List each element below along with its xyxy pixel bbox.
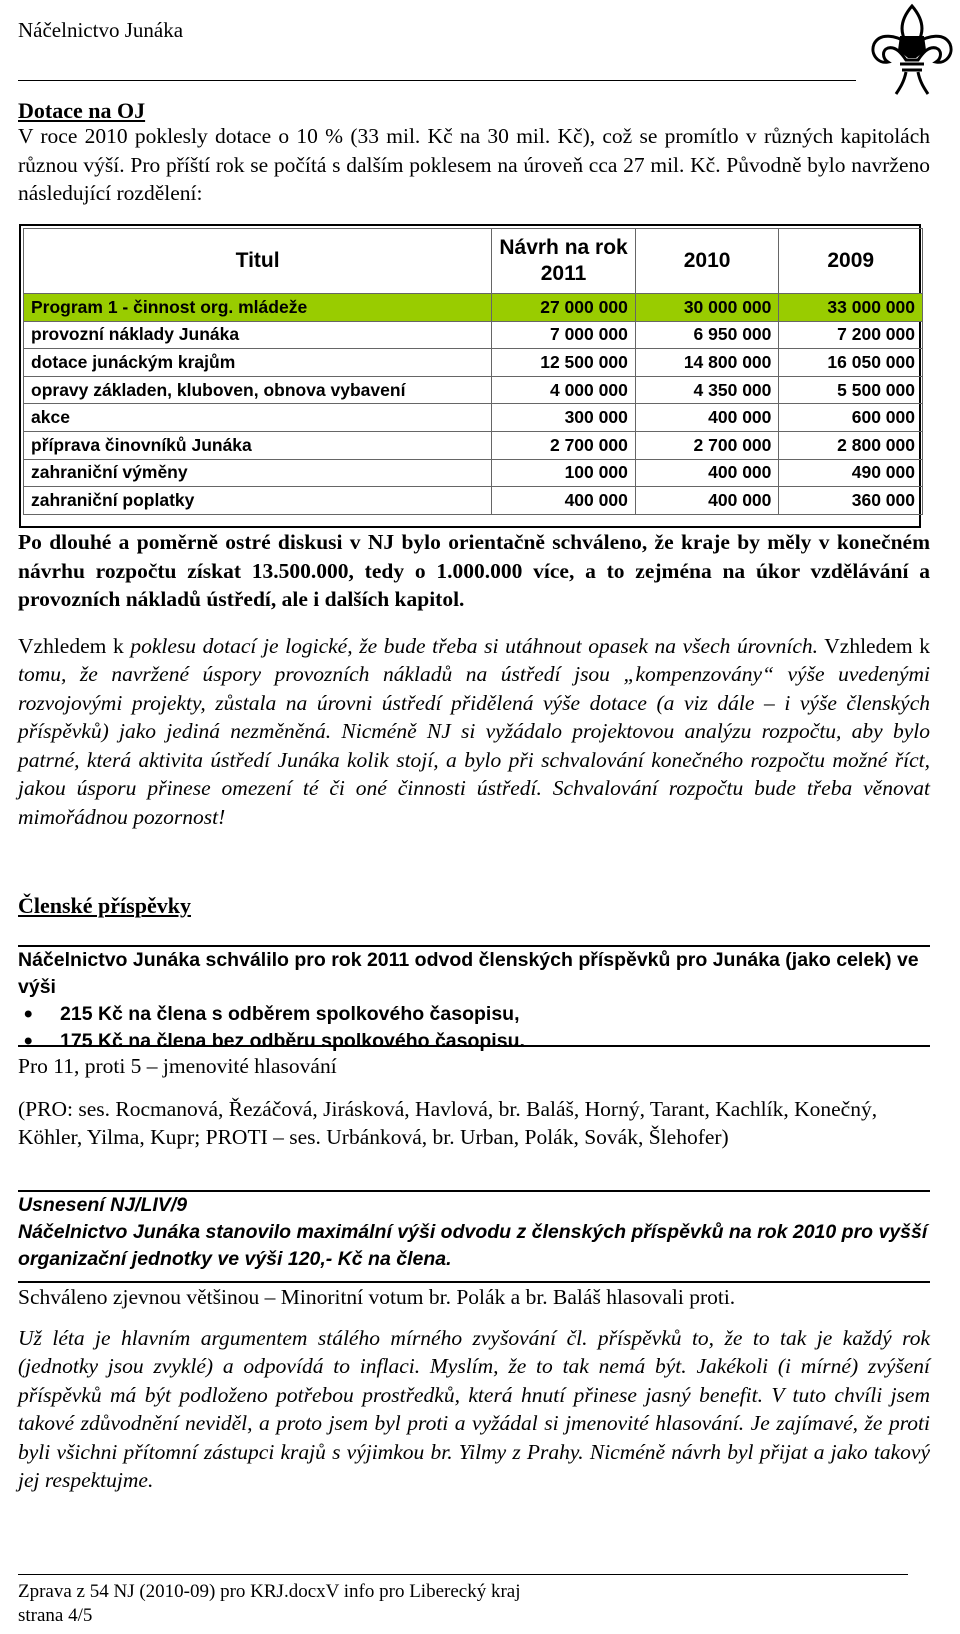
table-row <box>24 459 923 487</box>
table-cell-value: 4 350 000 <box>635 376 779 404</box>
table-cell-title: opravy základen, kluboven, obnova vybavení <box>24 376 492 404</box>
budget-table <box>23 228 923 515</box>
section-clenske <box>18 893 930 919</box>
comment-2: Už léta je hlavním argumentem stálého mírného zvyšování čl. příspěvků to, že to tak je každý rok (jednotky jsou zvyklé) a odpovídá to inflaci. Myslím, že to tak nemá být. Jakékoli (i mírné) zvýšení příspěvků má být podloženo potřebou prostředků, která hnutí přinese jasný benefit. V tuto chvíli jsem takové zdůvodnění neviděl, a proto jsem byl proti a vyžádal si jmenovité hlasování. Je zajímavé, že proti byli všichni přítomní zástupci krajů s výjimkou br. Yilmy z Prahy. Nicméně návrh byl přijat a jako takový jej respektujme. <box>18 1325 930 1492</box>
comment-1-italic2: tomu, že navržené úspory provozních nákladů na ústředí jsou „kompenzovány“ výše uvedenými rozvojovými projekty, zůstala na úrovni ústředí přidělená výše dotace (a viz dále – i výše členských příspěvků) jako jediná nezměněná. Nicméně NJ si vyžádalo projektovou analýzu rozpočtu, aby bylo patrné, která aktivita ústředí Junáka kolik stojí, a bylo při schvalování konečného rozpočtu možné říct, jakou úsporu přinese omezení té či oné činnosti ústředí. Schvalování rozpočtu bude třeba věnovat mimořádnou pozornost! <box>18 662 930 829</box>
decision-text: Po dlouhé a poměrně ostré diskusi v NJ bylo orientačně schváleno, že kraje by měly v konečném návrhu rozpočtu získat 13.500.000, tedy o 1.000.000 více, a to zejména na úkor vzdělávání a provozních nákladů ústředí, ale i dalších kapitol. <box>18 530 930 611</box>
table-cell-value: 7 200 000 <box>779 321 923 349</box>
usneseni-title: Usnesení NJ/LIV/9 <box>18 1194 188 1216</box>
section-vote <box>18 1052 930 1152</box>
table-cell-title: provozní náklady Junáka <box>24 321 492 349</box>
comment-1-prefix2: Vzhledem k <box>824 633 930 658</box>
footer-filename: Zprava z 54 NJ (2010-09) pro KRJ.docxV info pro Liberecký kraj <box>18 1581 521 1602</box>
table-cell-title: příprava činovníků Junáka <box>24 431 492 459</box>
page-footer <box>18 1580 521 1628</box>
section-usneseni-result <box>18 1283 930 1495</box>
header-title: Náčelnictvo Junáka <box>18 18 184 42</box>
dotace-intro: V roce 2010 poklesly dotace o 10 % (33 mil. Kč na 30 mil. Kč), což se promítlo v různých kapitolách různou výší. Pro příští rok se počítá s dalším poklesem na úroveň cca 27 mil. Kč. Původně bylo navrženo následující rozdělení: <box>18 124 930 205</box>
section-after-table <box>18 528 930 831</box>
bullet-item: • 175 Kč na člena bez odběru spolkového časopisu. <box>18 1028 930 1055</box>
table-cell-value: 6 950 000 <box>635 321 779 349</box>
usneseni-text: Náčelnictvo Junáka stanovilo maximální výši odvodu z členských příspěvků na rok 2010 pro vyšší organizační jednotky ve výši 120,- Kč na člena. <box>18 1221 928 1270</box>
table-cell-value: 12 500 000 <box>492 349 636 377</box>
table-cell-value: 490 000 <box>779 459 923 487</box>
footer-page-number: strana 4/5 <box>18 1605 93 1626</box>
bullet-item: • 215 Kč na člena s odběrem spolkového časopisu, <box>18 1001 930 1028</box>
table-cell-value: 27 000 000 <box>492 294 636 322</box>
vote-result: Pro 11, proti 5 – jmenovité hlasování <box>18 1054 337 1078</box>
table-header-cell: 2010 <box>635 229 779 294</box>
table-row <box>24 404 923 432</box>
table-row <box>24 321 923 349</box>
table-cell-value: 2 700 000 <box>635 431 779 459</box>
usneseni-box <box>18 1190 930 1283</box>
table-cell-value: 14 800 000 <box>635 349 779 377</box>
table-cell-title: akce <box>24 404 492 432</box>
membership-decision-box <box>18 945 930 1052</box>
table-cell-value: 5 500 000 <box>779 376 923 404</box>
table-row <box>24 431 923 459</box>
budget-table-frame <box>19 224 921 528</box>
comment-1 <box>18 632 930 832</box>
table-cell-title: dotace junáckým krajům <box>24 349 492 377</box>
table-row <box>24 294 923 322</box>
box-intro: Náčelnictvo Junáka schválilo pro rok 2011 odvod členských příspěvků pro Junáka (jako celek) ve výši <box>18 949 919 998</box>
footer-divider <box>18 1574 908 1575</box>
table-cell-value: 360 000 <box>779 487 923 515</box>
fleur-de-lis-logo-icon <box>866 2 958 98</box>
table-cell-value: 400 000 <box>635 487 779 515</box>
usneseni-result: Schváleno zjevnou většinou – Minoritní votum br. Polák a br. Baláš hlasovali proti. <box>18 1285 736 1309</box>
table-cell-value: 600 000 <box>779 404 923 432</box>
section-dotace <box>18 98 930 208</box>
table-cell-title: Program 1 - činnost org. mládeže <box>24 294 492 322</box>
table-row <box>24 487 923 515</box>
heading-dotace: Dotace na OJ <box>18 98 146 123</box>
table-cell-title: zahraniční poplatky <box>24 487 492 515</box>
heading-clenske: Členské příspěvky <box>18 893 191 918</box>
table-cell-value: 4 000 000 <box>492 376 636 404</box>
table-cell-value: 2 800 000 <box>779 431 923 459</box>
table-row <box>24 376 923 404</box>
table-header-cell: Titul <box>24 229 492 294</box>
table-cell-value: 7 000 000 <box>492 321 636 349</box>
table-header-cell: 2009 <box>779 229 923 294</box>
comment-1-italic: poklesu dotací je logické, že bude třeba si utáhnout opasek na všech úrovních. <box>130 633 819 658</box>
table-header-row <box>24 229 923 294</box>
table-cell-value: 100 000 <box>492 459 636 487</box>
vote-names: (PRO: ses. Rocmanová, Řezáčová, Jirásková, Havlová, br. Baláš, Horný, Tarant, Kachlík, Konečný, Köhler, Yilma, Kupr; PROTI – ses. Urbánková, br. Urban, Polák, Sovák, Šlehofer) <box>18 1096 878 1149</box>
table-cell-value: 30 000 000 <box>635 294 779 322</box>
header-divider <box>18 80 856 81</box>
comment-1-prefix: Vzhledem k <box>18 633 131 658</box>
table-cell-value: 400 000 <box>635 459 779 487</box>
table-cell-value: 2 700 000 <box>492 431 636 459</box>
table-cell-value: 33 000 000 <box>779 294 923 322</box>
table-cell-value: 16 050 000 <box>779 349 923 377</box>
table-row <box>24 349 923 377</box>
table-cell-value: 400 000 <box>635 404 779 432</box>
table-cell-value: 300 000 <box>492 404 636 432</box>
table-cell-value: 400 000 <box>492 487 636 515</box>
table-header-cell: Návrh na rok 2011 <box>492 229 636 294</box>
table-cell-title: zahraniční výměny <box>24 459 492 487</box>
